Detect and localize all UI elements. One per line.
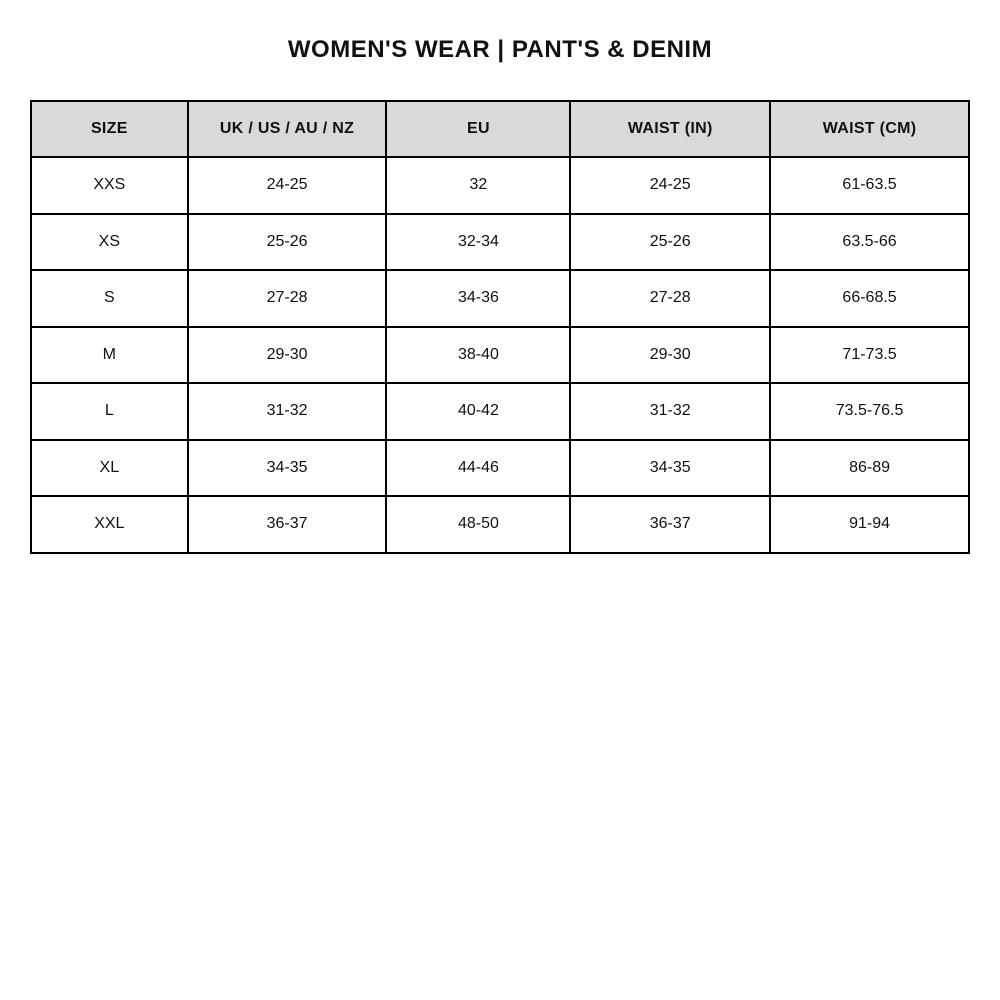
table-row [31,214,969,271]
cell-size: XXL [31,496,188,553]
cell-eu: 38-40 [386,327,570,384]
cell-uk: 29-30 [188,327,387,384]
cell-waist-cm: 91-94 [770,496,969,553]
table-row [31,440,969,497]
table-row [31,496,969,553]
table-row [31,157,969,214]
cell-waist-cm: 86-89 [770,440,969,497]
cell-eu: 32 [386,157,570,214]
cell-size: XXS [31,157,188,214]
column-header-waist-in: WAIST (IN) [570,101,770,157]
cell-waist-cm: 66-68.5 [770,270,969,327]
cell-uk: 24-25 [188,157,387,214]
cell-waist-in: 25-26 [570,214,770,271]
cell-waist-cm: 61-63.5 [770,157,969,214]
cell-waist-cm: 71-73.5 [770,327,969,384]
cell-waist-in: 29-30 [570,327,770,384]
cell-eu: 32-34 [386,214,570,271]
cell-waist-in: 34-35 [570,440,770,497]
size-chart-table [30,100,970,554]
cell-size: XS [31,214,188,271]
table-row [31,270,969,327]
column-header-eu: EU [386,101,570,157]
cell-size: L [31,383,188,440]
cell-uk: 31-32 [188,383,387,440]
cell-eu: 34-36 [386,270,570,327]
cell-waist-in: 31-32 [570,383,770,440]
cell-eu: 48-50 [386,496,570,553]
cell-uk: 27-28 [188,270,387,327]
table-row [31,327,969,384]
cell-waist-cm: 63.5-66 [770,214,969,271]
column-header-size: SIZE [31,101,188,157]
cell-eu: 40-42 [386,383,570,440]
cell-waist-in: 27-28 [570,270,770,327]
cell-waist-in: 36-37 [570,496,770,553]
cell-size: XL [31,440,188,497]
column-header-waist-cm: WAIST (CM) [770,101,969,157]
cell-waist-cm: 73.5-76.5 [770,383,969,440]
table-header-row [31,101,969,157]
cell-size: S [31,270,188,327]
table-row [31,383,969,440]
cell-uk: 34-35 [188,440,387,497]
cell-eu: 44-46 [386,440,570,497]
cell-waist-in: 24-25 [570,157,770,214]
column-header-uk-us-au-nz: UK / US / AU / NZ [188,101,387,157]
cell-uk: 36-37 [188,496,387,553]
page-title: WOMEN'S WEAR | PANT'S & DENIM [287,36,713,63]
cell-uk: 25-26 [188,214,387,271]
cell-size: M [31,327,188,384]
